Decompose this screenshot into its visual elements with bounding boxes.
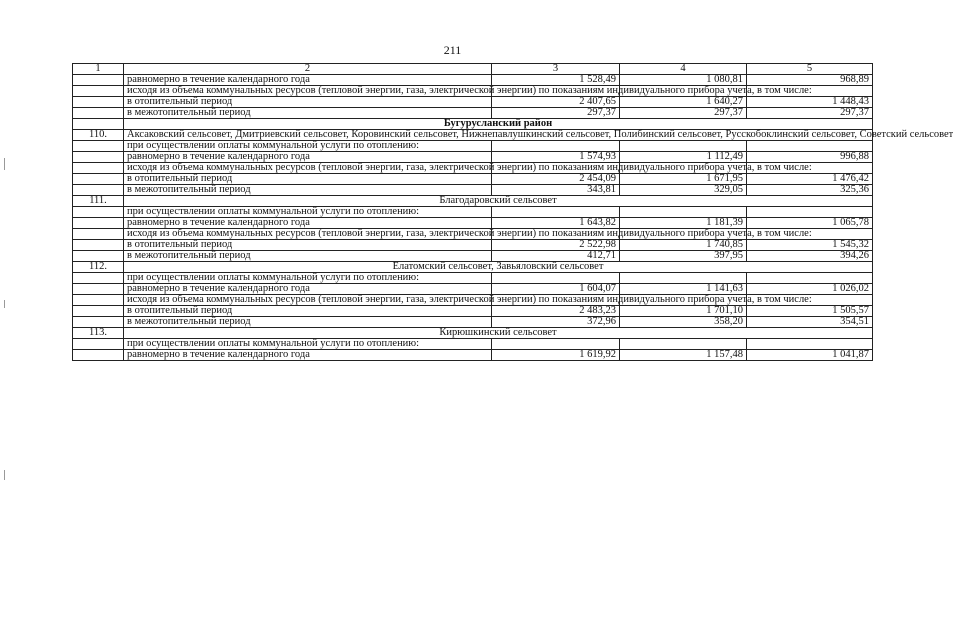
value-col5: 968,89 — [747, 75, 873, 86]
value-col5: 1 065,78 — [747, 218, 873, 229]
row-number-cell — [73, 163, 124, 174]
row-number-cell — [73, 86, 124, 97]
table-row — [73, 251, 873, 262]
table-row — [73, 262, 873, 273]
page-number: 211 — [443, 43, 462, 57]
value-col4: 1 141,63 — [620, 284, 747, 295]
row-description: исходя из объема коммунальных ресурсов (тепловой энергии, газа, электрической энергии) по показаниям индивидуального прибора учета, в том числе: — [124, 163, 492, 174]
row-description: в отопительный период — [124, 174, 492, 185]
table-row — [73, 284, 873, 295]
row-number-cell — [73, 240, 124, 251]
row-number-cell — [73, 317, 124, 328]
row-description: в межотопительный период — [124, 251, 492, 262]
value-col3 — [492, 207, 620, 218]
scan-margin-mark — [4, 158, 5, 170]
table-row — [73, 339, 873, 350]
table-row — [73, 273, 873, 284]
value-col4: 1 671,95 — [620, 174, 747, 185]
table-row — [73, 174, 873, 185]
row-number-cell — [73, 295, 124, 306]
value-col4: 1 080,81 — [620, 75, 747, 86]
table-row — [73, 218, 873, 229]
row-number-cell — [73, 119, 124, 130]
row-number-cell — [73, 185, 124, 196]
table-row — [73, 229, 873, 240]
row-description: исходя из объема коммунальных ресурсов (тепловой энергии, газа, электрической энергии) по показаниям индивидуального прибора учета, в том числе: — [124, 86, 492, 97]
row-number-cell — [73, 207, 124, 218]
row-number-cell — [73, 152, 124, 163]
row-description: в межотопительный период — [124, 317, 492, 328]
value-col5: 325,36 — [747, 185, 873, 196]
value-col4 — [620, 141, 747, 152]
table-row — [73, 97, 873, 108]
locality-name: Аксаковский сельсовет, Дмитриевский сельсовет, Коровинский сельсовет, Нижнепавлушкинский сельсовет, Полибинский сельсовет, Русскобоклинский сельсовет, Советский сельсовет — [124, 130, 873, 141]
value-col5 — [747, 141, 873, 152]
table-row — [73, 240, 873, 251]
row-description: исходя из объема коммунальных ресурсов (тепловой энергии, газа, электрической энергии) по показаниям индивидуального прибора учета, в том числе: — [124, 295, 492, 306]
value-col5: 354,51 — [747, 317, 873, 328]
value-col5: 1 041,87 — [747, 350, 873, 361]
value-col5: 1 505,57 — [747, 306, 873, 317]
row-description: равномерно в течение календарного года — [124, 152, 492, 163]
value-col5: 297,37 — [747, 108, 873, 119]
scan-margin-mark — [4, 470, 5, 480]
table-row — [73, 328, 873, 339]
locality-number: 111. — [73, 196, 124, 207]
row-description: при осуществлении оплаты коммунальной услуги по отоплению: — [124, 141, 492, 152]
value-col5 — [747, 207, 873, 218]
value-col5: 996,88 — [747, 152, 873, 163]
row-description: при осуществлении оплаты коммунальной услуги по отоплению: — [124, 339, 492, 350]
value-col4: 1 112,49 — [620, 152, 747, 163]
column-header: 2 — [124, 64, 492, 75]
table-row — [73, 196, 873, 207]
table-row — [73, 119, 873, 130]
locality-number: 110. — [73, 130, 124, 141]
value-col3: 1 619,92 — [492, 350, 620, 361]
value-col5: 1 026,02 — [747, 284, 873, 295]
table-body — [73, 74, 953, 361]
row-description: в межотопительный период — [124, 185, 492, 196]
table-row — [73, 350, 873, 361]
value-col3 — [492, 339, 620, 350]
row-number-cell — [73, 273, 124, 284]
column-header: 4 — [620, 64, 747, 75]
row-number-cell — [73, 350, 124, 361]
value-col4: 1 701,10 — [620, 306, 747, 317]
table-row — [73, 130, 873, 141]
value-col5 — [747, 339, 873, 350]
scan-margin-mark — [4, 300, 5, 308]
row-number-cell — [73, 218, 124, 229]
row-description: исходя из объема коммунальных ресурсов (тепловой энергии, газа, электрической энергии) по показаниям индивидуального прибора учета, в том числе: — [124, 229, 492, 240]
value-col3: 343,81 — [492, 185, 620, 196]
value-col3: 1 604,07 — [492, 284, 620, 295]
row-number-cell — [73, 108, 124, 119]
value-col3: 1 643,82 — [492, 218, 620, 229]
row-description: равномерно в течение календарного года — [124, 350, 492, 361]
value-col4: 297,37 — [620, 108, 747, 119]
value-col4: 1 181,39 — [620, 218, 747, 229]
column-header: 3 — [492, 64, 620, 75]
table-row — [73, 152, 873, 163]
table-row — [73, 108, 873, 119]
value-col4: 397,95 — [620, 251, 747, 262]
table-row — [73, 163, 873, 174]
row-number-cell — [73, 339, 124, 350]
value-col4 — [620, 339, 747, 350]
row-description: равномерно в течение календарного года — [124, 218, 492, 229]
value-col3 — [492, 273, 620, 284]
row-description: при осуществлении оплаты коммунальной услуги по отоплению: — [124, 273, 492, 284]
value-col5: 1 476,42 — [747, 174, 873, 185]
table-row — [73, 185, 873, 196]
value-col3: 2 522,98 — [492, 240, 620, 251]
value-col5 — [747, 273, 873, 284]
value-col4: 329,05 — [620, 185, 747, 196]
table-row — [73, 86, 873, 97]
value-col3: 2 407,65 — [492, 97, 620, 108]
row-description: при осуществлении оплаты коммунальной услуги по отоплению: — [124, 207, 492, 218]
row-number-cell — [73, 174, 124, 185]
row-number-cell — [73, 75, 124, 86]
locality-name: Елатомский сельсовет, Завьяловский сельсовет — [124, 262, 873, 273]
value-col3: 1 574,93 — [492, 152, 620, 163]
value-col4: 1 157,48 — [620, 350, 747, 361]
column-header: 1 — [73, 64, 124, 75]
value-col3 — [492, 141, 620, 152]
value-col3: 372,96 — [492, 317, 620, 328]
value-col4: 358,20 — [620, 317, 747, 328]
row-number-cell — [73, 284, 124, 295]
row-description: равномерно в течение календарного года — [124, 284, 492, 295]
table-row — [73, 317, 873, 328]
table-row — [73, 207, 873, 218]
column-number-row — [73, 64, 873, 75]
table-row — [73, 141, 873, 152]
row-description: в отопительный период — [124, 306, 492, 317]
value-col5: 1 448,43 — [747, 97, 873, 108]
value-col5: 394,26 — [747, 251, 873, 262]
value-col3: 2 454,09 — [492, 174, 620, 185]
table-row — [73, 295, 873, 306]
value-col5: 1 545,32 — [747, 240, 873, 251]
locality-name: Кирюшкинский сельсовет — [124, 328, 873, 339]
value-col3: 2 483,23 — [492, 306, 620, 317]
locality-name: Благодаровский сельсовет — [124, 196, 873, 207]
row-number-cell — [73, 306, 124, 317]
value-col3: 1 528,49 — [492, 75, 620, 86]
tariff-table — [72, 63, 953, 361]
value-col4 — [620, 207, 747, 218]
row-description: равномерно в течение календарного года — [124, 75, 492, 86]
row-description: в отопительный период — [124, 240, 492, 251]
value-col4 — [620, 273, 747, 284]
column-header: 5 — [747, 64, 873, 75]
value-col4: 1 640,27 — [620, 97, 747, 108]
value-col3: 297,37 — [492, 108, 620, 119]
table-row — [73, 75, 873, 86]
locality-number: 113. — [73, 328, 124, 339]
locality-number: 112. — [73, 262, 124, 273]
row-number-cell — [73, 141, 124, 152]
region-heading: Бугурусланский район — [124, 119, 873, 130]
row-number-cell — [73, 229, 124, 240]
table-row — [73, 306, 873, 317]
row-number-cell — [73, 251, 124, 262]
row-description: в отопительный период — [124, 97, 492, 108]
value-col4: 1 740,85 — [620, 240, 747, 251]
row-description: в межотопительный период — [124, 108, 492, 119]
row-number-cell — [73, 97, 124, 108]
value-col3: 412,71 — [492, 251, 620, 262]
